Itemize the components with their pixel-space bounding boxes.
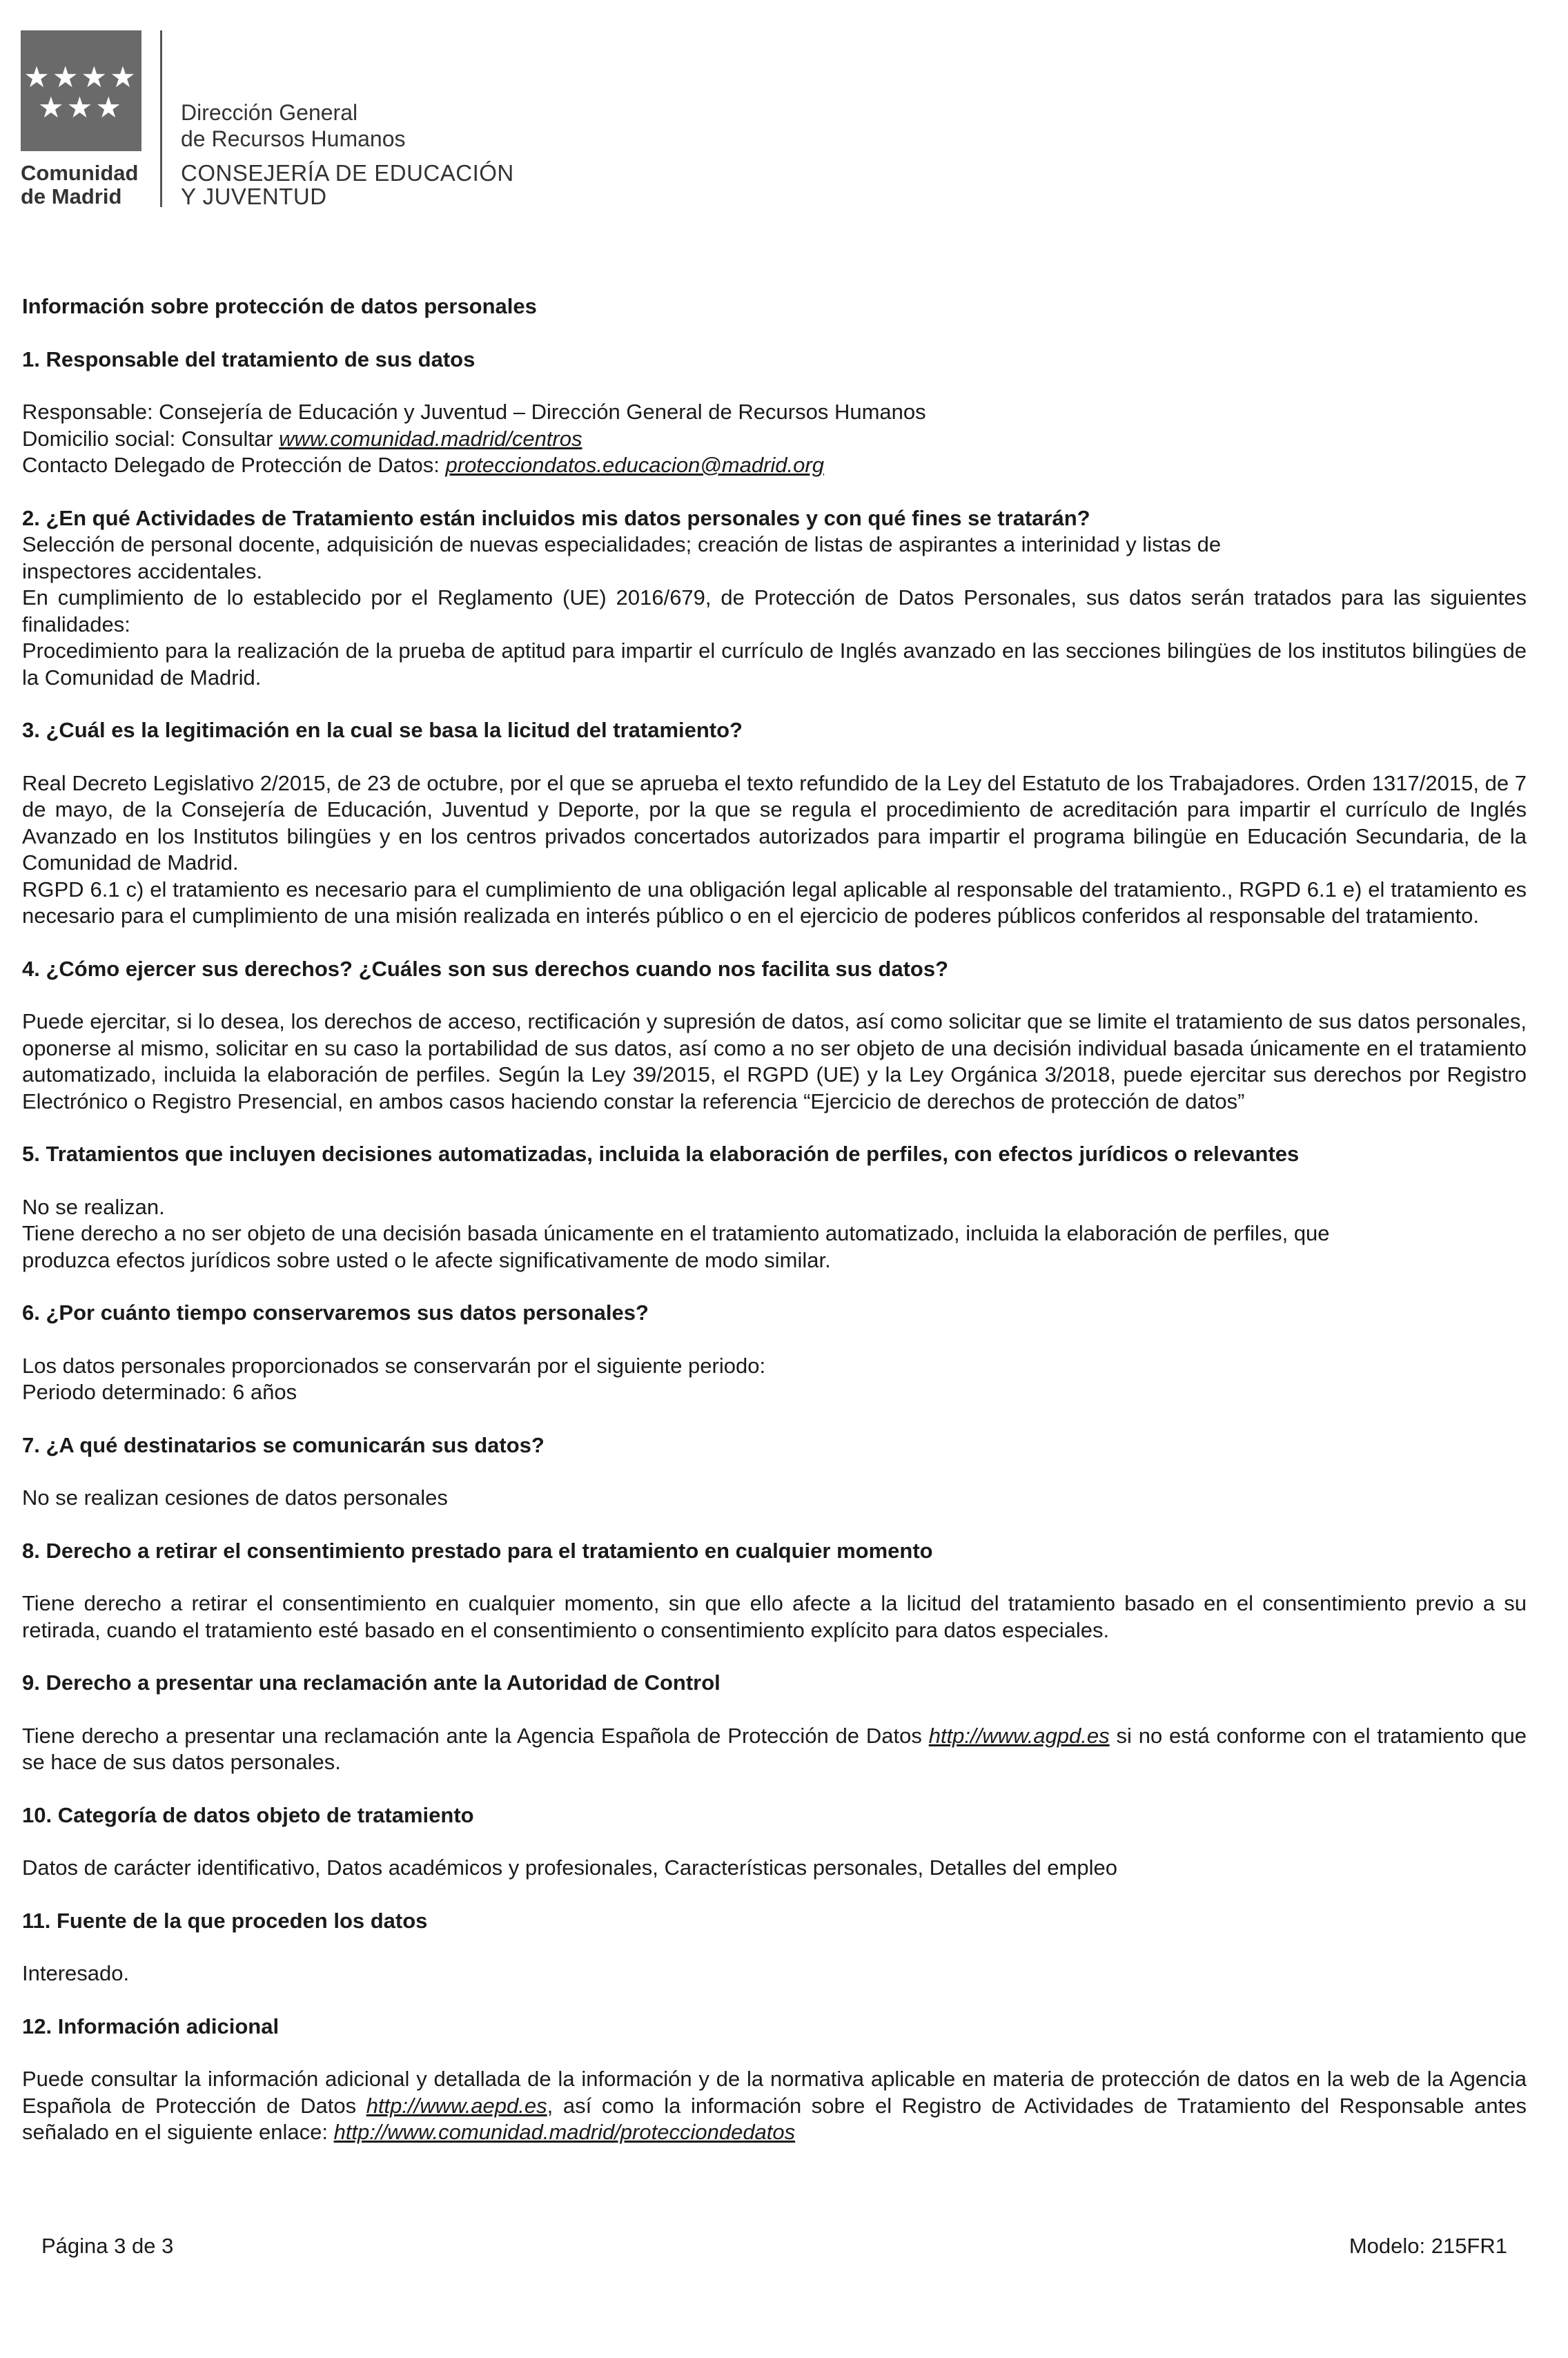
aepd-link[interactable]: http://www.aepd.es: [366, 2093, 547, 2118]
section-3: [22, 717, 1527, 930]
dg-line-1: Dirección General: [181, 100, 358, 125]
section-3-p1: Real Decreto Legislativo 2/2015, de 23 de octubre, por el que se aprueba el texto refundido de la Ley del Estatuto de los Trabajadores. Orden 1317/2015, de 7 de mayo, de la Consejería de Educación, Juventud y Deporte, por la que se regula el procedimiento de acreditación para impartir el currículo de Inglés Avanzado en los Institutos bilingües y en los centros privados concertados autorizados para impartir el programa bilingüe en Educación Secundaria, de la Comunidad de Madrid.: [22, 770, 1527, 875]
section-5: [22, 1141, 1527, 1274]
section-5-p1: No se realizan.: [22, 1194, 165, 1219]
contacto-label: Contacto Delegado de Protección de Datos:: [22, 453, 446, 477]
section-10: [22, 1802, 1527, 1882]
section-10-p1: Datos de carácter identificativo, Datos académicos y profesionales, Características personales, Detalles del empleo: [22, 1855, 1117, 1880]
section-9: [22, 1670, 1527, 1776]
document-title: Información sobre protección de datos personales: [22, 294, 537, 318]
stars-icon: ★★★★ ★★★: [23, 61, 139, 124]
section-1: [22, 347, 1527, 479]
section-3-title: 3. ¿Cuál es la legitimación en la cual se basa la licitud del tratamiento?: [22, 718, 743, 742]
agpd-link[interactable]: http://www.agpd.es: [928, 1723, 1110, 1748]
direccion-general: [181, 99, 405, 152]
header-divider: [160, 30, 162, 207]
section-12-p1-pre: Puede consultar la información adicional y detallada de la información y de la normativa aplicable en materia de protección de datos en la web de la Agencia Española de Protección de Datos: [22, 2067, 1527, 2118]
section-3-p2: RGPD 6.1 c) el tratamiento es necesario para el cumplimiento de una obligación legal aplicable al responsable del tratamiento., RGPD 6.1 e) el tratamiento es necesario para el cumplimiento de una misión realizada en interés público o en el ejercicio de poderes públicos conferidos al responsable del tratamiento.: [22, 877, 1527, 928]
section-7-title: 7. ¿A qué destinatarios se comunicarán sus datos?: [22, 1432, 545, 1457]
section-11-p1: Interesado.: [22, 1961, 130, 1985]
section-9-p1: [22, 1723, 1527, 1776]
section-2: [22, 505, 1527, 692]
consejeria-line-1: CONSEJERÍA DE EDUCACIÓN: [181, 160, 514, 186]
dg-line-2: de Recursos Humanos: [181, 126, 406, 151]
section-10-title: 10. Categoría de datos objeto de tratamiento: [22, 1802, 474, 1827]
consejeria: [181, 162, 514, 208]
section-6-title: 6. ¿Por cuánto tiempo conservaremos sus datos personales?: [22, 1300, 649, 1325]
contacto-line: [22, 452, 1527, 479]
consejeria-line-2: Y JUVENTUD: [181, 184, 327, 209]
section-9-title: 9. Derecho a presentar una reclamación ante la Autoridad de Control: [22, 1670, 721, 1695]
section-12-p1-mid: , así como la información sobre el Registro de Actividades de Tratamiento del Responsable antes señalado en el siguiente enlace:: [22, 2093, 1527, 2144]
section-12-title: 12. Información adicional: [22, 2014, 280, 2038]
model-code: Modelo: 215FR1: [1349, 2234, 1507, 2258]
domicilio-label: Domicilio social: Consultar: [22, 426, 280, 451]
section-6-p1: Los datos personales proporcionados se conservarán por el siguiente periodo:: [22, 1353, 766, 1378]
comunidad-madrid-logo: [21, 30, 141, 151]
section-11: [22, 1908, 1527, 1987]
section-6: [22, 1300, 1527, 1406]
proteccion-datos-link[interactable]: http://www.comunidad.madrid/protecciondedatos: [333, 2120, 796, 2144]
section-2-p3: Procedimiento para la realización de la prueba de aptitud para impartir el currículo de Inglés avanzado en las secciones bilingües de los institutos bilingües de la Comunidad de Madrid.: [22, 639, 1527, 690]
section-5-p2b: produzca efectos jurídicos sobre usted o le afecte significativamente de modo similar.: [22, 1247, 831, 1272]
section-2-title: 2. ¿En qué Actividades de Tratamiento están incluidos mis datos personales y con qué fines se tratarán?: [22, 505, 1090, 530]
dpd-email-link[interactable]: protecciondatos.educacion@madrid.org: [445, 453, 824, 477]
org-line-1: Comunidad: [21, 161, 139, 185]
responsable-line: Responsable: Consejería de Educación y Juventud – Dirección General de Recursos Humanos: [22, 400, 926, 424]
section-4: [22, 956, 1527, 1115]
page-number: Página 3 de 3: [41, 2234, 174, 2258]
org-name: [21, 162, 159, 208]
section-5-p2a: Tiene derecho a no ser objeto de una decisión basada únicamente en el tratamiento automatizado, incluida la elaboración de perfiles, que: [22, 1221, 1330, 1245]
org-line-2: de Madrid: [21, 184, 122, 208]
section-11-title: 11. Fuente de la que proceden los datos: [22, 1908, 428, 1933]
section-8-p1: Tiene derecho a retirar el consentimiento en cualquier momento, sin que ello afecte a la licitud del tratamiento basado en el consentimiento previo a su retirada, cuando el tratamiento esté basado en el consentimiento o consentimiento explícito para datos especiales.: [22, 1591, 1527, 1642]
section-6-p2: Periodo determinado: 6 años: [22, 1380, 297, 1404]
centros-link[interactable]: www.comunidad.madrid/centros: [279, 426, 582, 451]
section-9-p1-pre: Tiene derecho a presentar una reclamación ante la Agencia Española de Protección de Datos: [22, 1723, 929, 1748]
section-7: [22, 1432, 1527, 1512]
section-2-p1a: Selección de personal docente, adquisición de nuevas especialidades; creación de listas de aspirantes a interinidad y listas de: [22, 532, 1222, 556]
section-4-p1: Puede ejercitar, si lo desea, los derechos de acceso, rectificación y supresión de datos, así como solicitar que se limite el tratamiento de sus datos personales, oponerse al mismo, solicitar en su caso la portabilidad de sus datos, así como a no ser objeto de una decisión individual basada únicamente en el tratamiento automatizado, incluida la elaboración de perfiles. Según la Ley 39/2015, el RGPD (UE) y la Ley Orgánica 3/2018, puede ejercitar sus derechos por Registro Electrónico o Registro Presencial, en ambos casos haciendo constar la referencia “Ejercicio de derechos de protección de datos”: [22, 1009, 1527, 1113]
section-1-title: 1. Responsable del tratamiento de sus datos: [22, 347, 476, 371]
section-2-p2: En cumplimiento de lo establecido por el Reglamento (UE) 2016/679, de Protección de Datos Personales, sus datos serán tratados para las siguientes finalidades:: [22, 585, 1527, 636]
section-12-p1: [22, 2066, 1527, 2146]
section-8: [22, 1538, 1527, 1644]
document-body: [22, 293, 1527, 2172]
section-12: [22, 2014, 1527, 2146]
section-8-title: 8. Derecho a retirar el consentimiento prestado para el tratamiento en cualquier momento: [22, 1538, 933, 1563]
domicilio-line: [22, 426, 1527, 453]
section-4-title: 4. ¿Cómo ejercer sus derechos? ¿Cuáles son sus derechos cuando nos facilita sus datos?: [22, 956, 949, 981]
section-2-p1b: inspectores accidentales.: [22, 558, 263, 583]
section-7-p1: No se realizan cesiones de datos personales: [22, 1485, 448, 1510]
section-5-title: 5. Tratamientos que incluyen decisiones automatizadas, incluida la elaboración de perfiles, con efectos jurídicos o relevantes: [22, 1142, 1300, 1166]
section-9-p1-post: si no está conforme con el tratamiento que se hace de sus datos personales.: [22, 1723, 1527, 1774]
